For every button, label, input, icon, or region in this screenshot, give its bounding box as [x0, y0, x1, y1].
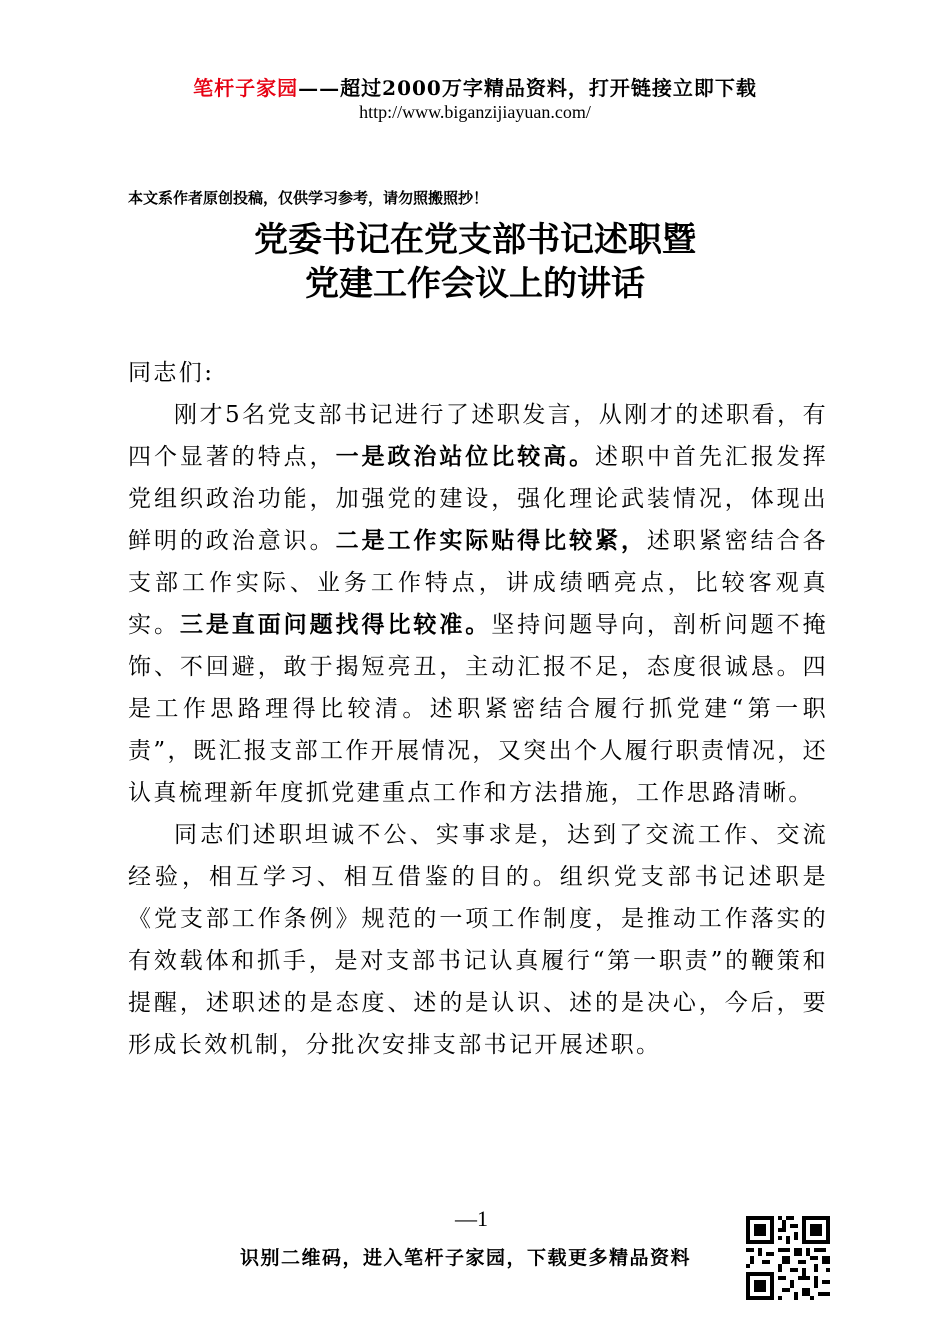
p1-bold-2: 二是工作实际贴得比较紧， [335, 527, 647, 554]
header-url[interactable]: http://www.biganzijiayuan.com/ [359, 102, 591, 122]
paragraph-1 [128, 394, 828, 814]
p1-text-4: 坚持问题导向，剖析问题不掩饰、不回避，敢于揭短亮丑，主动汇报不足，态度很诚恳。四是工作思路理得比较清。述职紧密结合履行抓党建“第一职责”，既汇报支部工作开展情况，又突出个人履行职责情况，还认真梳理新年度抓党建重点工作和方法措施，工作思路清晰。 [128, 612, 828, 806]
p1-text-2: 述职中首先汇报发挥党组织政治功能，加强党的建设，强化理论武装情况，体现出鲜明的政治意识。 [128, 444, 829, 554]
header-tagline: ——超过2000万字精品资料，打开链接立即下载 [298, 76, 757, 100]
footer-promo: 识别二维码，进入笔杆子家园，下载更多精品资料 [240, 1247, 692, 1269]
document-title [0, 218, 950, 306]
p1-bold-1: 一是政治站位比较高。 [335, 443, 596, 470]
p1-text-1: 刚才5名党支部书记进行了述职发言，从刚才的述职看，有四个显著的特点， [128, 402, 828, 470]
title-line-2: 党建工作会议上的讲话 [305, 264, 645, 304]
qr-code-icon[interactable] [746, 1216, 830, 1300]
title-line-1: 党委书记在党支部书记述职暨 [254, 220, 696, 260]
header-banner [0, 72, 950, 101]
document-body [128, 352, 828, 1066]
page-number: —1 [455, 1206, 488, 1231]
paragraph-2: 同志们述职坦诚不公、实事求是，达到了交流工作、交流经验，相互学习、相互借鉴的目的。组织党支部书记述职是《党支部工作条例》规范的一项工作制度，是推动工作落实的有效载体和抓手，是对支部书记认真履行“第一职责”的鞭策和提醒，述职述的是态度、述的是认识、述的是决心，今后，要形成长效机制，分批次安排支部书记开展述职。 [128, 822, 828, 1058]
brand-name[interactable]: 笔杆子家园 [193, 76, 299, 100]
greeting: 同志们: [128, 360, 215, 386]
p1-bold-3: 三是直面问题找得比较准。 [179, 611, 492, 638]
p1-text-3: 述职紧密结合各支部工作实际、业务工作特点，讲成绩晒亮点，比较客观真实。 [128, 528, 828, 638]
copyright-notice: 本文系作者原创投稿，仅供学习参考，请勿照搬照抄！ [128, 189, 489, 207]
